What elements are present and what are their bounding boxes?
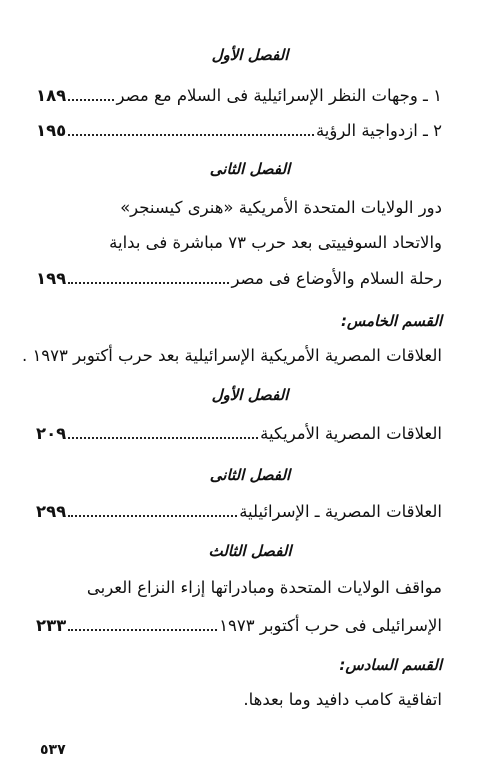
entry-title: العلاقات المصرية الأمريكية bbox=[260, 424, 442, 443]
leader-dots bbox=[68, 629, 217, 631]
toc-entry[interactable] bbox=[36, 616, 442, 635]
page-number: ٢٣٣ bbox=[36, 616, 67, 635]
entry-text-line: اتفاقية كامب دافيد وما بعدها. bbox=[243, 690, 442, 709]
page-number: ٢٠٩ bbox=[36, 424, 67, 443]
chapter-heading: الفصل الأول bbox=[211, 386, 289, 404]
page-footer-number: ٥٣٧ bbox=[40, 742, 66, 758]
page-number: ١٩٥ bbox=[36, 121, 67, 140]
page-number: ١٩٩ bbox=[36, 269, 67, 288]
chapter-heading: الفصل الثانى bbox=[209, 466, 291, 484]
chapter-heading: الفصل الثالث bbox=[208, 542, 292, 560]
section-heading: القسم الخامس: bbox=[340, 312, 442, 330]
page-number: ١٨٩ bbox=[36, 86, 67, 105]
entry-title: ٢ ـ ازدواجية الرؤية bbox=[315, 121, 442, 140]
entry-title: الإسرائيلى فى حرب أكتوبر ١٩٧٣ bbox=[219, 616, 442, 635]
leader-dots bbox=[68, 134, 314, 136]
leader-dots bbox=[68, 515, 237, 517]
toc-entry[interactable] bbox=[36, 424, 442, 443]
entry-title: رحلة السلام والأوضاع فى مصر bbox=[231, 269, 442, 288]
entry-text-line: العلاقات المصرية الأمريكية الإسرائيلية بعد حرب أكتوبر ١٩٧٣ . bbox=[21, 346, 442, 365]
entry-title: ١ ـ وجهات النظر الإسرائيلية فى السلام مع مصر bbox=[116, 86, 442, 105]
leader-dots bbox=[68, 282, 229, 284]
leader-dots bbox=[68, 99, 114, 101]
entry-text-line: مواقف الولايات المتحدة ومبادراتها إزاء النزاع العربى bbox=[86, 578, 442, 597]
leader-dots bbox=[68, 437, 258, 439]
page-number: ٢٩٩ bbox=[36, 502, 67, 521]
chapter-heading: الفصل الثانى bbox=[209, 160, 291, 178]
section-heading: القسم السادس: bbox=[339, 656, 442, 674]
toc-entry[interactable] bbox=[36, 121, 442, 140]
toc-entry[interactable] bbox=[36, 86, 442, 105]
toc-entry[interactable] bbox=[36, 269, 442, 288]
entry-text-line: والاتحاد السوفييتى بعد حرب ٧٣ مباشرة فى بداية bbox=[109, 233, 442, 252]
toc-entry[interactable] bbox=[36, 502, 442, 521]
entry-text-line: دور الولايات المتحدة الأمريكية «هنرى كيسنجر» bbox=[120, 198, 442, 217]
chapter-heading: الفصل الأول bbox=[211, 46, 289, 64]
entry-title: العلاقات المصرية ـ الإسرائيلية bbox=[239, 502, 442, 521]
